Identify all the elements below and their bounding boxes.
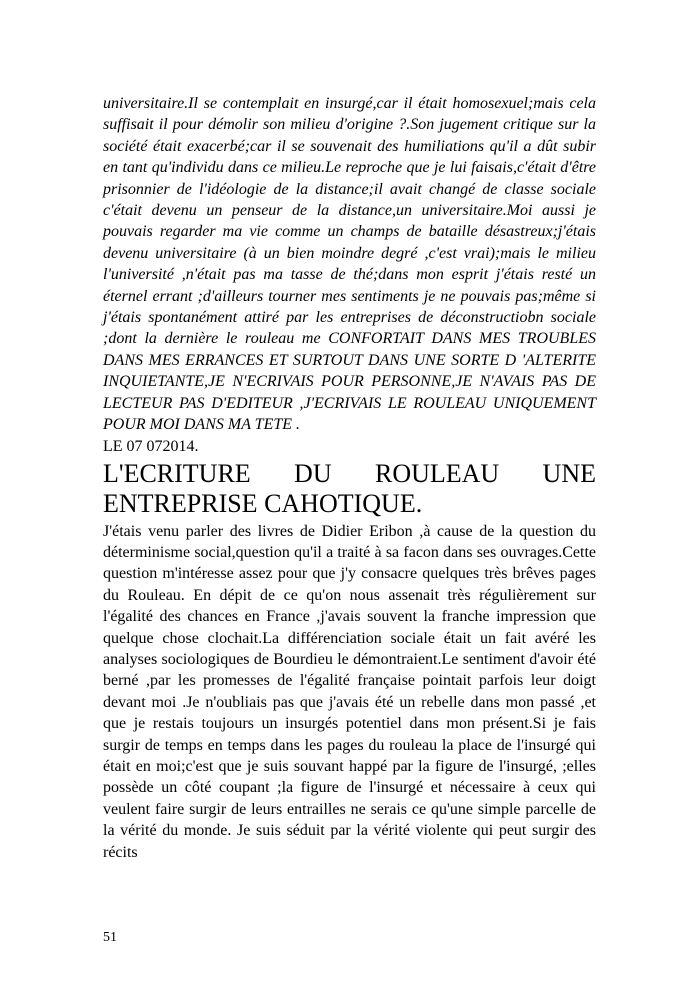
page-content <box>103 93 596 863</box>
date-line: LE 07 072014. <box>103 437 199 455</box>
chapter-title <box>103 459 596 519</box>
chapter-title-line1: L'ECRITURE DU ROULEAU UNE <box>103 458 596 488</box>
page-number: 51 <box>103 930 117 945</box>
chapter-title-line2: ENTREPRISE CAHOTIQUE. <box>103 488 423 518</box>
body-paragraph: J'étais venu parler des livres de Didier Eribon ,à cause de la question du déterminisme social,question qu'il a traité à sa facon dans ses ouvrages.Cette question m'intéresse assez pour que j'y consacre quelques très brêves pages du Rouleau. En dépit de ce qu'on nous assenait très régulièrement sur l'égalité des chances en France ,j'avais souvent la franche impression que quelque chose clochait.La différenciation sociale était un fait avéré les analyses sociologiques de Bourdieu le démontraient.Le sentiment d'avoir été berné ,par les promesses de l'égalité française pointait parfois leur doigt devant moi .Je n'oubliais pas que j'avais été un rebelle dans mon passé ,et que je restais toujours un insurgés potentiel dans mon présent.Si je fais surgir de temps en temps dans les pages du rouleau la place de l'insurgé qui était en moi;c'est que je suis souvant happé par la figure de l'insurgé, ;elles possède un côté coupant ;la figure de l'insurgé et nécessaire à ceux qui veulent faire surgir de leurs entrailles ne serais ce qu'une simple parcelle de la vérité du monde. Je suis séduit par la vérité violente qui peut surgir des récits <box>103 522 596 861</box>
italic-paragraph: universitaire.Il se contemplait en insurgé,car il était homosexuel;mais cela suffisait il pour démolir son milieu d'origine ?.Son jugement critique sur la société était exacerbé;car il se souvenait des humiliations qu'il a dût subir en tant qu'individu dans ce milieu.Le reproche que je lui faisais,c'était d'être prisonnier de l'idéologie de la distance;il avait changé de classe sociale c'était devenu un penseur de la distance,un universitaire.Moi aussi je pouvais regarder ma vie comme un champs de bataille désastreux;j'étais devenu universitaire (à un bien moindre degré ,c'est vrai);mais le milieu l'université ,n'était pas ma tasse de thé;dans mon esprit j'étais resté un éternel errant ;d'ailleurs tourner mes sentiments je ne pouvais pas;même si j'étais spontanément attiré par les entreprises de déconstructiobn sociale ;dont la dernière le rouleau me CONFORTAIT DANS MES TROUBLES DANS MES ERRANCES ET SURTOUT DANS UNE SORTE D 'ALTERITE INQUIETANTE,JE N'ECRIVAIS POUR PERSONNE,JE N'AVAIS PAS DE LECTEUR PAS D'EDITEUR ,J'ECRIVAIS LE ROULEAU UNIQUEMENT POUR MOI DANS MA TETE . <box>103 95 596 434</box>
